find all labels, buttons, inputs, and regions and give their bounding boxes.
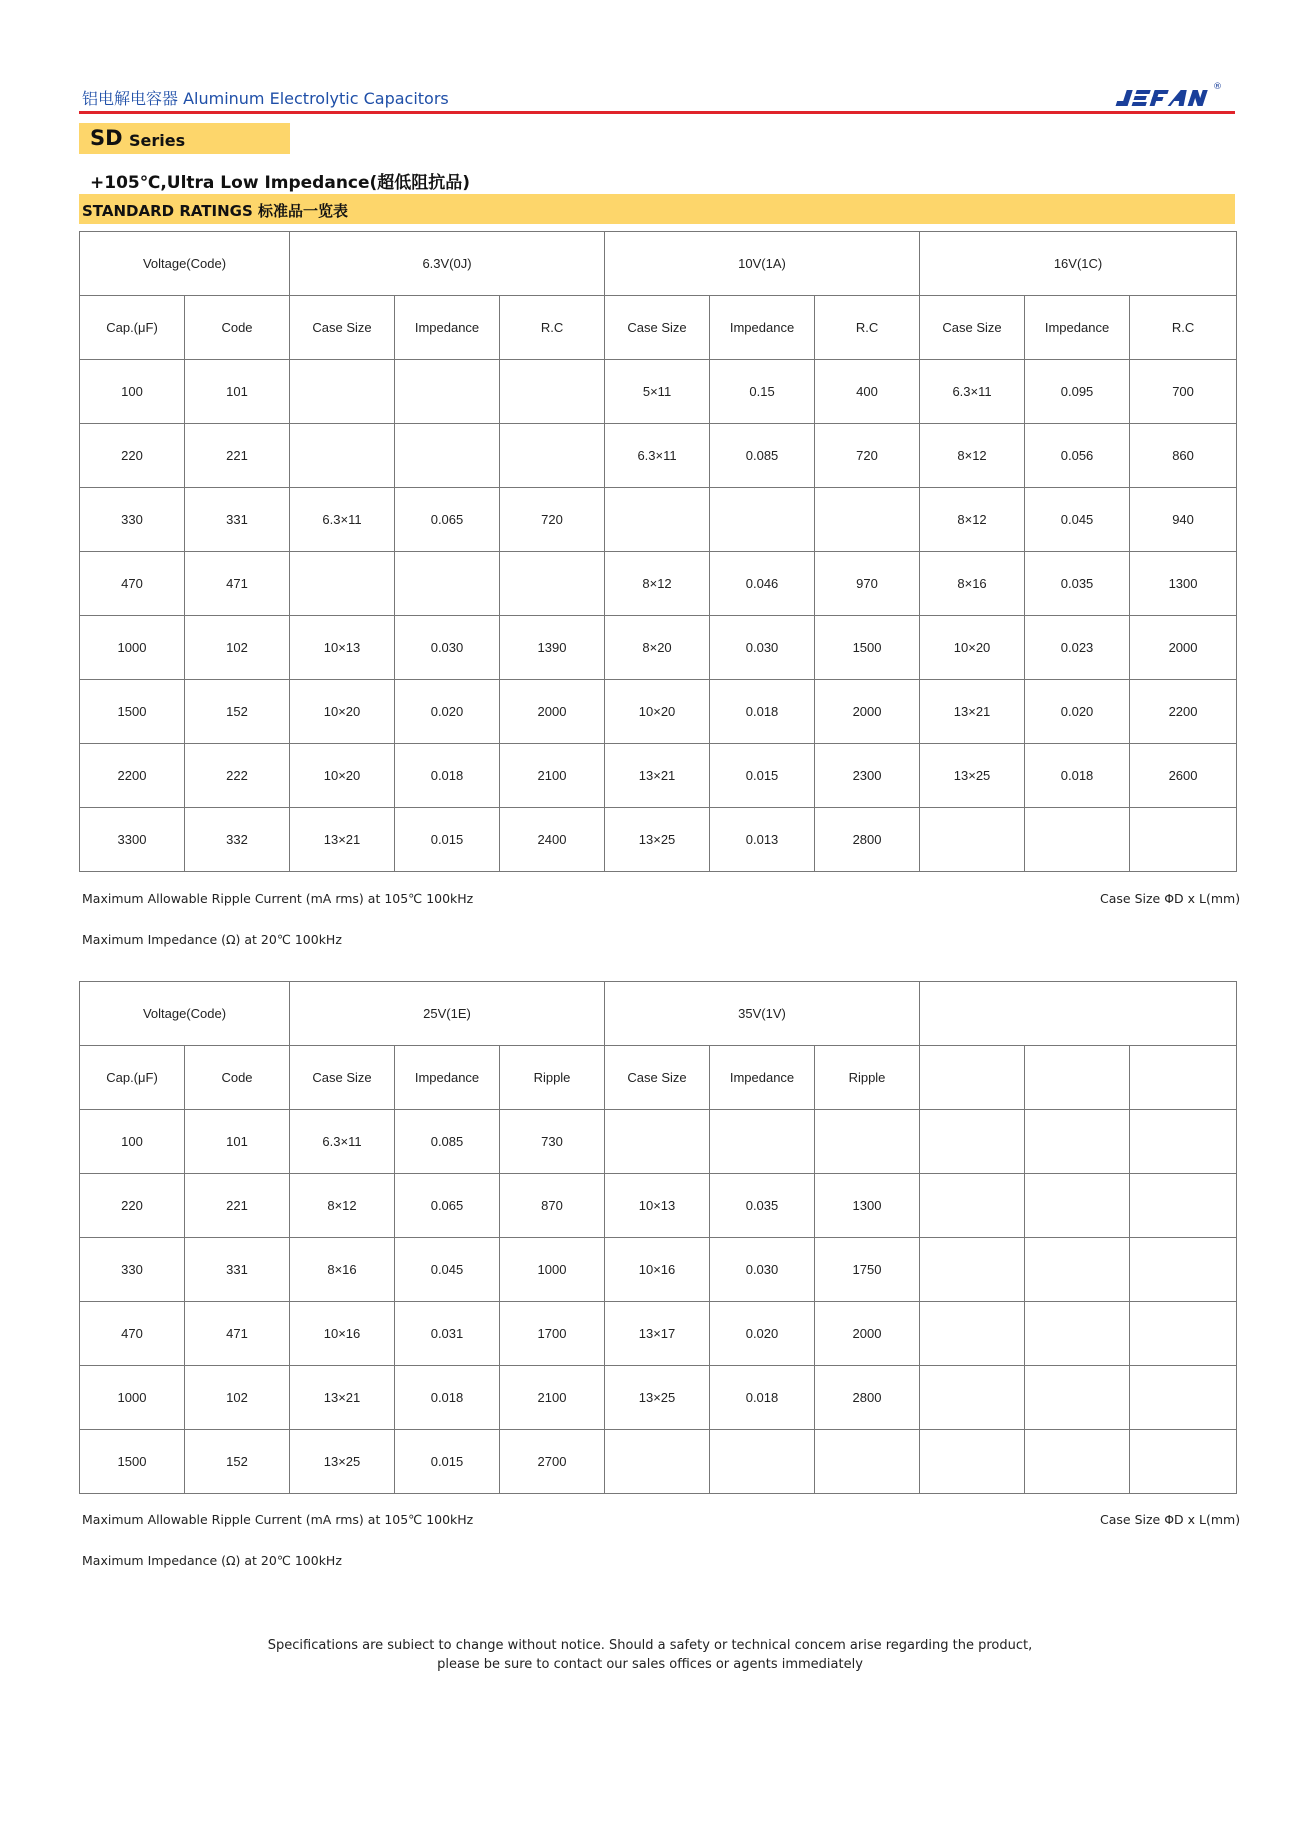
table-cell bbox=[395, 552, 500, 616]
table-cell: 100 bbox=[80, 1110, 185, 1174]
table-cell: 331 bbox=[185, 488, 290, 552]
table-cell bbox=[605, 488, 710, 552]
table-cell: 13×25 bbox=[290, 1430, 395, 1494]
table-cell: 8×12 bbox=[290, 1174, 395, 1238]
table-cell: 0.018 bbox=[395, 744, 500, 808]
table-cell: 10×20 bbox=[605, 680, 710, 744]
column-header: Code bbox=[185, 296, 290, 360]
table-cell: 720 bbox=[815, 424, 920, 488]
table-cell: 1390 bbox=[500, 616, 605, 680]
table-cell: 0.15 bbox=[710, 360, 815, 424]
table-cell: 2000 bbox=[815, 680, 920, 744]
table-cell: 0.030 bbox=[710, 1238, 815, 1302]
table-cell: 0.085 bbox=[395, 1110, 500, 1174]
table-cell bbox=[920, 1238, 1025, 1302]
series-label: Series bbox=[129, 131, 186, 150]
table-cell: 0.018 bbox=[1025, 744, 1130, 808]
table-cell: 2400 bbox=[500, 808, 605, 872]
table-cell: 0.013 bbox=[710, 808, 815, 872]
table-cell bbox=[290, 552, 395, 616]
section-band bbox=[79, 194, 1235, 224]
table-cell: 102 bbox=[185, 616, 290, 680]
table-cell: 730 bbox=[500, 1110, 605, 1174]
registered-mark: ® bbox=[1213, 82, 1222, 92]
table-cell: 152 bbox=[185, 1430, 290, 1494]
impedance-note-1: Maximum Impedance (Ω) at 20℃ 100kHz bbox=[82, 932, 342, 947]
table-cell: 13×25 bbox=[920, 744, 1025, 808]
table-cell: 13×21 bbox=[290, 808, 395, 872]
table-cell: 1500 bbox=[80, 1430, 185, 1494]
voltage-group-header: 10V(1A) bbox=[605, 232, 920, 296]
table-cell bbox=[1130, 1302, 1237, 1366]
table-cell: 152 bbox=[185, 680, 290, 744]
table-row bbox=[80, 1174, 1237, 1238]
column-header: Case Size bbox=[605, 296, 710, 360]
product-subtitle: +105℃,Ultra Low Impedance(超低阻抗品) bbox=[90, 173, 471, 193]
table-cell: 0.046 bbox=[710, 552, 815, 616]
table-cell bbox=[1025, 1238, 1130, 1302]
column-header: Impedance bbox=[1025, 296, 1130, 360]
table-cell: 1700 bbox=[500, 1302, 605, 1366]
voltage-header-row bbox=[80, 232, 1237, 296]
table-cell: 471 bbox=[185, 1302, 290, 1366]
table-cell: 5×11 bbox=[605, 360, 710, 424]
table-cell bbox=[1025, 808, 1130, 872]
column-header: Impedance bbox=[395, 1046, 500, 1110]
table-cell: 101 bbox=[185, 360, 290, 424]
table-cell bbox=[1025, 1174, 1130, 1238]
table-cell bbox=[500, 552, 605, 616]
table-cell: 0.023 bbox=[1025, 616, 1130, 680]
table-cell bbox=[920, 1302, 1025, 1366]
table-cell: 13×21 bbox=[290, 1366, 395, 1430]
table-cell: 870 bbox=[500, 1174, 605, 1238]
table-cell: 2100 bbox=[500, 1366, 605, 1430]
table-cell: 860 bbox=[1130, 424, 1237, 488]
column-header: R.C bbox=[1130, 296, 1237, 360]
table-cell: 10×20 bbox=[290, 744, 395, 808]
table-cell: 0.031 bbox=[395, 1302, 500, 1366]
column-header: Impedance bbox=[710, 296, 815, 360]
table-cell: 3300 bbox=[80, 808, 185, 872]
table-cell bbox=[710, 1430, 815, 1494]
column-header-row bbox=[80, 1046, 1237, 1110]
case-size-note-1: Case Size ΦD x L(mm) bbox=[1100, 891, 1241, 906]
voltage-group-header: 16V(1C) bbox=[920, 232, 1237, 296]
table-cell: 8×12 bbox=[920, 488, 1025, 552]
table-cell: 13×21 bbox=[920, 680, 1025, 744]
table-cell: 13×25 bbox=[605, 1366, 710, 1430]
table-cell bbox=[290, 360, 395, 424]
table-cell: 6.3×11 bbox=[290, 488, 395, 552]
table-row bbox=[80, 360, 1237, 424]
column-header: Impedance bbox=[395, 296, 500, 360]
table-cell: 2800 bbox=[815, 1366, 920, 1430]
table-cell: 330 bbox=[80, 488, 185, 552]
table-cell: 470 bbox=[80, 1302, 185, 1366]
header-title: 铝电解电容器 Aluminum Electrolytic Capacitors bbox=[82, 89, 449, 108]
table-row bbox=[80, 680, 1237, 744]
column-header-row bbox=[80, 296, 1237, 360]
column-header: Case Size bbox=[290, 296, 395, 360]
voltage-label: Voltage(Code) bbox=[80, 982, 290, 1046]
table-cell: 2200 bbox=[80, 744, 185, 808]
table-cell: 6.3×11 bbox=[605, 424, 710, 488]
table-cell: 970 bbox=[815, 552, 920, 616]
table-cell bbox=[1130, 808, 1237, 872]
table-row bbox=[80, 1430, 1237, 1494]
voltage-group-header: 35V(1V) bbox=[605, 982, 920, 1046]
table-cell: 0.018 bbox=[710, 680, 815, 744]
table-cell bbox=[500, 360, 605, 424]
table-cell: 0.018 bbox=[710, 1366, 815, 1430]
table-cell: 330 bbox=[80, 1238, 185, 1302]
table-cell: 220 bbox=[80, 424, 185, 488]
table-cell: 2000 bbox=[500, 680, 605, 744]
table-cell: 0.065 bbox=[395, 488, 500, 552]
table-cell: 1750 bbox=[815, 1238, 920, 1302]
table-cell: 8×12 bbox=[920, 424, 1025, 488]
table-cell: 0.065 bbox=[395, 1174, 500, 1238]
table-cell: 10×20 bbox=[920, 616, 1025, 680]
table-cell: 220 bbox=[80, 1174, 185, 1238]
table-cell: 720 bbox=[500, 488, 605, 552]
table-cell: 0.056 bbox=[1025, 424, 1130, 488]
table-cell: 331 bbox=[185, 1238, 290, 1302]
column-header: R.C bbox=[500, 296, 605, 360]
table-cell: 10×13 bbox=[290, 616, 395, 680]
voltage-header-row bbox=[80, 982, 1237, 1046]
voltage-label: Voltage(Code) bbox=[80, 232, 290, 296]
table-cell bbox=[1130, 1174, 1237, 1238]
table-cell bbox=[1130, 1110, 1237, 1174]
table-cell: 1500 bbox=[815, 616, 920, 680]
table-cell: 1000 bbox=[80, 616, 185, 680]
column-header: Case Size bbox=[290, 1046, 395, 1110]
jefan-logo-icon bbox=[1118, 80, 1222, 110]
table-cell bbox=[1025, 1302, 1130, 1366]
case-size-note-2: Case Size ΦD x L(mm) bbox=[1100, 1512, 1241, 1527]
table-row bbox=[80, 552, 1237, 616]
table-cell: 13×25 bbox=[605, 808, 710, 872]
voltage-group-header: 25V(1E) bbox=[290, 982, 605, 1046]
table-cell: 2300 bbox=[815, 744, 920, 808]
table-cell bbox=[1025, 1430, 1130, 1494]
column-header: Ripple bbox=[815, 1046, 920, 1110]
series-badge bbox=[79, 123, 290, 154]
table-cell bbox=[920, 1366, 1025, 1430]
table-cell: 10×13 bbox=[605, 1174, 710, 1238]
table-cell bbox=[1025, 1110, 1130, 1174]
series-code: SD bbox=[90, 126, 123, 150]
table-cell bbox=[395, 360, 500, 424]
table-cell: 13×17 bbox=[605, 1302, 710, 1366]
table-cell: 1300 bbox=[1130, 552, 1237, 616]
table-cell bbox=[395, 424, 500, 488]
table-row bbox=[80, 808, 1237, 872]
table-cell: 0.020 bbox=[395, 680, 500, 744]
table-cell: 102 bbox=[185, 1366, 290, 1430]
table-cell: 0.095 bbox=[1025, 360, 1130, 424]
table-cell bbox=[920, 1174, 1025, 1238]
column-header: Case Size bbox=[605, 1046, 710, 1110]
column-header bbox=[1025, 1046, 1130, 1110]
table-cell bbox=[605, 1110, 710, 1174]
table-cell: 471 bbox=[185, 552, 290, 616]
table-row bbox=[80, 488, 1237, 552]
voltage-group-header: 6.3V(0J) bbox=[290, 232, 605, 296]
ratings-table-1 bbox=[79, 231, 1237, 872]
table-cell: 2100 bbox=[500, 744, 605, 808]
table-cell: 0.045 bbox=[1025, 488, 1130, 552]
table-cell: 400 bbox=[815, 360, 920, 424]
table-cell: 700 bbox=[1130, 360, 1237, 424]
table-cell bbox=[500, 424, 605, 488]
column-header: R.C bbox=[815, 296, 920, 360]
table-cell: 0.030 bbox=[395, 616, 500, 680]
footer-line-1: Specifications are subiect to change without notice. Should a safety or technical concem arise regarding the product, bbox=[267, 1638, 1033, 1653]
table-cell: 8×16 bbox=[920, 552, 1025, 616]
table-cell: 10×20 bbox=[290, 680, 395, 744]
table-cell bbox=[605, 1430, 710, 1494]
table-cell: 0.015 bbox=[395, 808, 500, 872]
table-cell: 100 bbox=[80, 360, 185, 424]
column-header: Cap.(μF) bbox=[80, 296, 185, 360]
table-cell: 2200 bbox=[1130, 680, 1237, 744]
table-cell: 470 bbox=[80, 552, 185, 616]
table-cell: 0.015 bbox=[395, 1430, 500, 1494]
table-cell: 2000 bbox=[1130, 616, 1237, 680]
table-cell bbox=[710, 488, 815, 552]
table-cell: 1500 bbox=[80, 680, 185, 744]
table-cell: 1000 bbox=[500, 1238, 605, 1302]
table-cell: 1000 bbox=[80, 1366, 185, 1430]
table-cell bbox=[1025, 1366, 1130, 1430]
column-header: Cap.(μF) bbox=[80, 1046, 185, 1110]
brand-logo bbox=[1118, 80, 1222, 110]
table-cell: 2800 bbox=[815, 808, 920, 872]
table-cell bbox=[920, 1430, 1025, 1494]
table-cell: 0.018 bbox=[395, 1366, 500, 1430]
column-header: Code bbox=[185, 1046, 290, 1110]
table-row bbox=[80, 424, 1237, 488]
column-header: Impedance bbox=[710, 1046, 815, 1110]
ratings-table-2 bbox=[79, 981, 1237, 1494]
table-cell: 221 bbox=[185, 424, 290, 488]
column-header: Case Size bbox=[920, 296, 1025, 360]
header-rule bbox=[79, 111, 1235, 114]
footer-line-2: please be sure to contact our sales offices or agents immediately bbox=[437, 1657, 863, 1672]
table-cell bbox=[1130, 1366, 1237, 1430]
table-row bbox=[80, 744, 1237, 808]
table-row bbox=[80, 616, 1237, 680]
table-cell: 2700 bbox=[500, 1430, 605, 1494]
table-cell: 0.030 bbox=[710, 616, 815, 680]
table-cell: 10×16 bbox=[290, 1302, 395, 1366]
table-cell bbox=[815, 488, 920, 552]
table-cell: 0.020 bbox=[710, 1302, 815, 1366]
table-cell: 1300 bbox=[815, 1174, 920, 1238]
table-cell: 222 bbox=[185, 744, 290, 808]
table-cell: 221 bbox=[185, 1174, 290, 1238]
table-cell bbox=[1130, 1430, 1237, 1494]
section-title: STANDARD RATINGS 标准品一览表 bbox=[82, 202, 349, 220]
table-cell bbox=[815, 1110, 920, 1174]
table-cell: 13×21 bbox=[605, 744, 710, 808]
table-cell: 2600 bbox=[1130, 744, 1237, 808]
table-cell: 0.085 bbox=[710, 424, 815, 488]
voltage-group-header bbox=[920, 982, 1237, 1046]
table-cell bbox=[1130, 1238, 1237, 1302]
table-cell: 0.035 bbox=[1025, 552, 1130, 616]
table-cell bbox=[920, 808, 1025, 872]
table-cell: 332 bbox=[185, 808, 290, 872]
table-row bbox=[80, 1366, 1237, 1430]
table-cell: 0.045 bbox=[395, 1238, 500, 1302]
table-cell: 0.020 bbox=[1025, 680, 1130, 744]
table-row bbox=[80, 1302, 1237, 1366]
table-cell: 2000 bbox=[815, 1302, 920, 1366]
impedance-note-2: Maximum Impedance (Ω) at 20℃ 100kHz bbox=[82, 1553, 342, 1568]
table-cell: 940 bbox=[1130, 488, 1237, 552]
table-cell bbox=[290, 424, 395, 488]
column-header: Ripple bbox=[500, 1046, 605, 1110]
table-row bbox=[80, 1238, 1237, 1302]
table-row bbox=[80, 1110, 1237, 1174]
column-header bbox=[920, 1046, 1025, 1110]
table-cell: 8×20 bbox=[605, 616, 710, 680]
table-cell: 101 bbox=[185, 1110, 290, 1174]
table-cell: 0.035 bbox=[710, 1174, 815, 1238]
table-cell: 10×16 bbox=[605, 1238, 710, 1302]
table-cell: 6.3×11 bbox=[290, 1110, 395, 1174]
table-cell: 6.3×11 bbox=[920, 360, 1025, 424]
table-cell: 8×12 bbox=[605, 552, 710, 616]
table-cell bbox=[920, 1110, 1025, 1174]
ripple-note-1: Maximum Allowable Ripple Current (mA rms) at 105℃ 100kHz bbox=[82, 891, 474, 906]
table-cell bbox=[815, 1430, 920, 1494]
table-cell bbox=[710, 1110, 815, 1174]
table-cell: 0.015 bbox=[710, 744, 815, 808]
ripple-note-2: Maximum Allowable Ripple Current (mA rms) at 105℃ 100kHz bbox=[82, 1512, 474, 1527]
table-cell: 8×16 bbox=[290, 1238, 395, 1302]
column-header bbox=[1130, 1046, 1237, 1110]
